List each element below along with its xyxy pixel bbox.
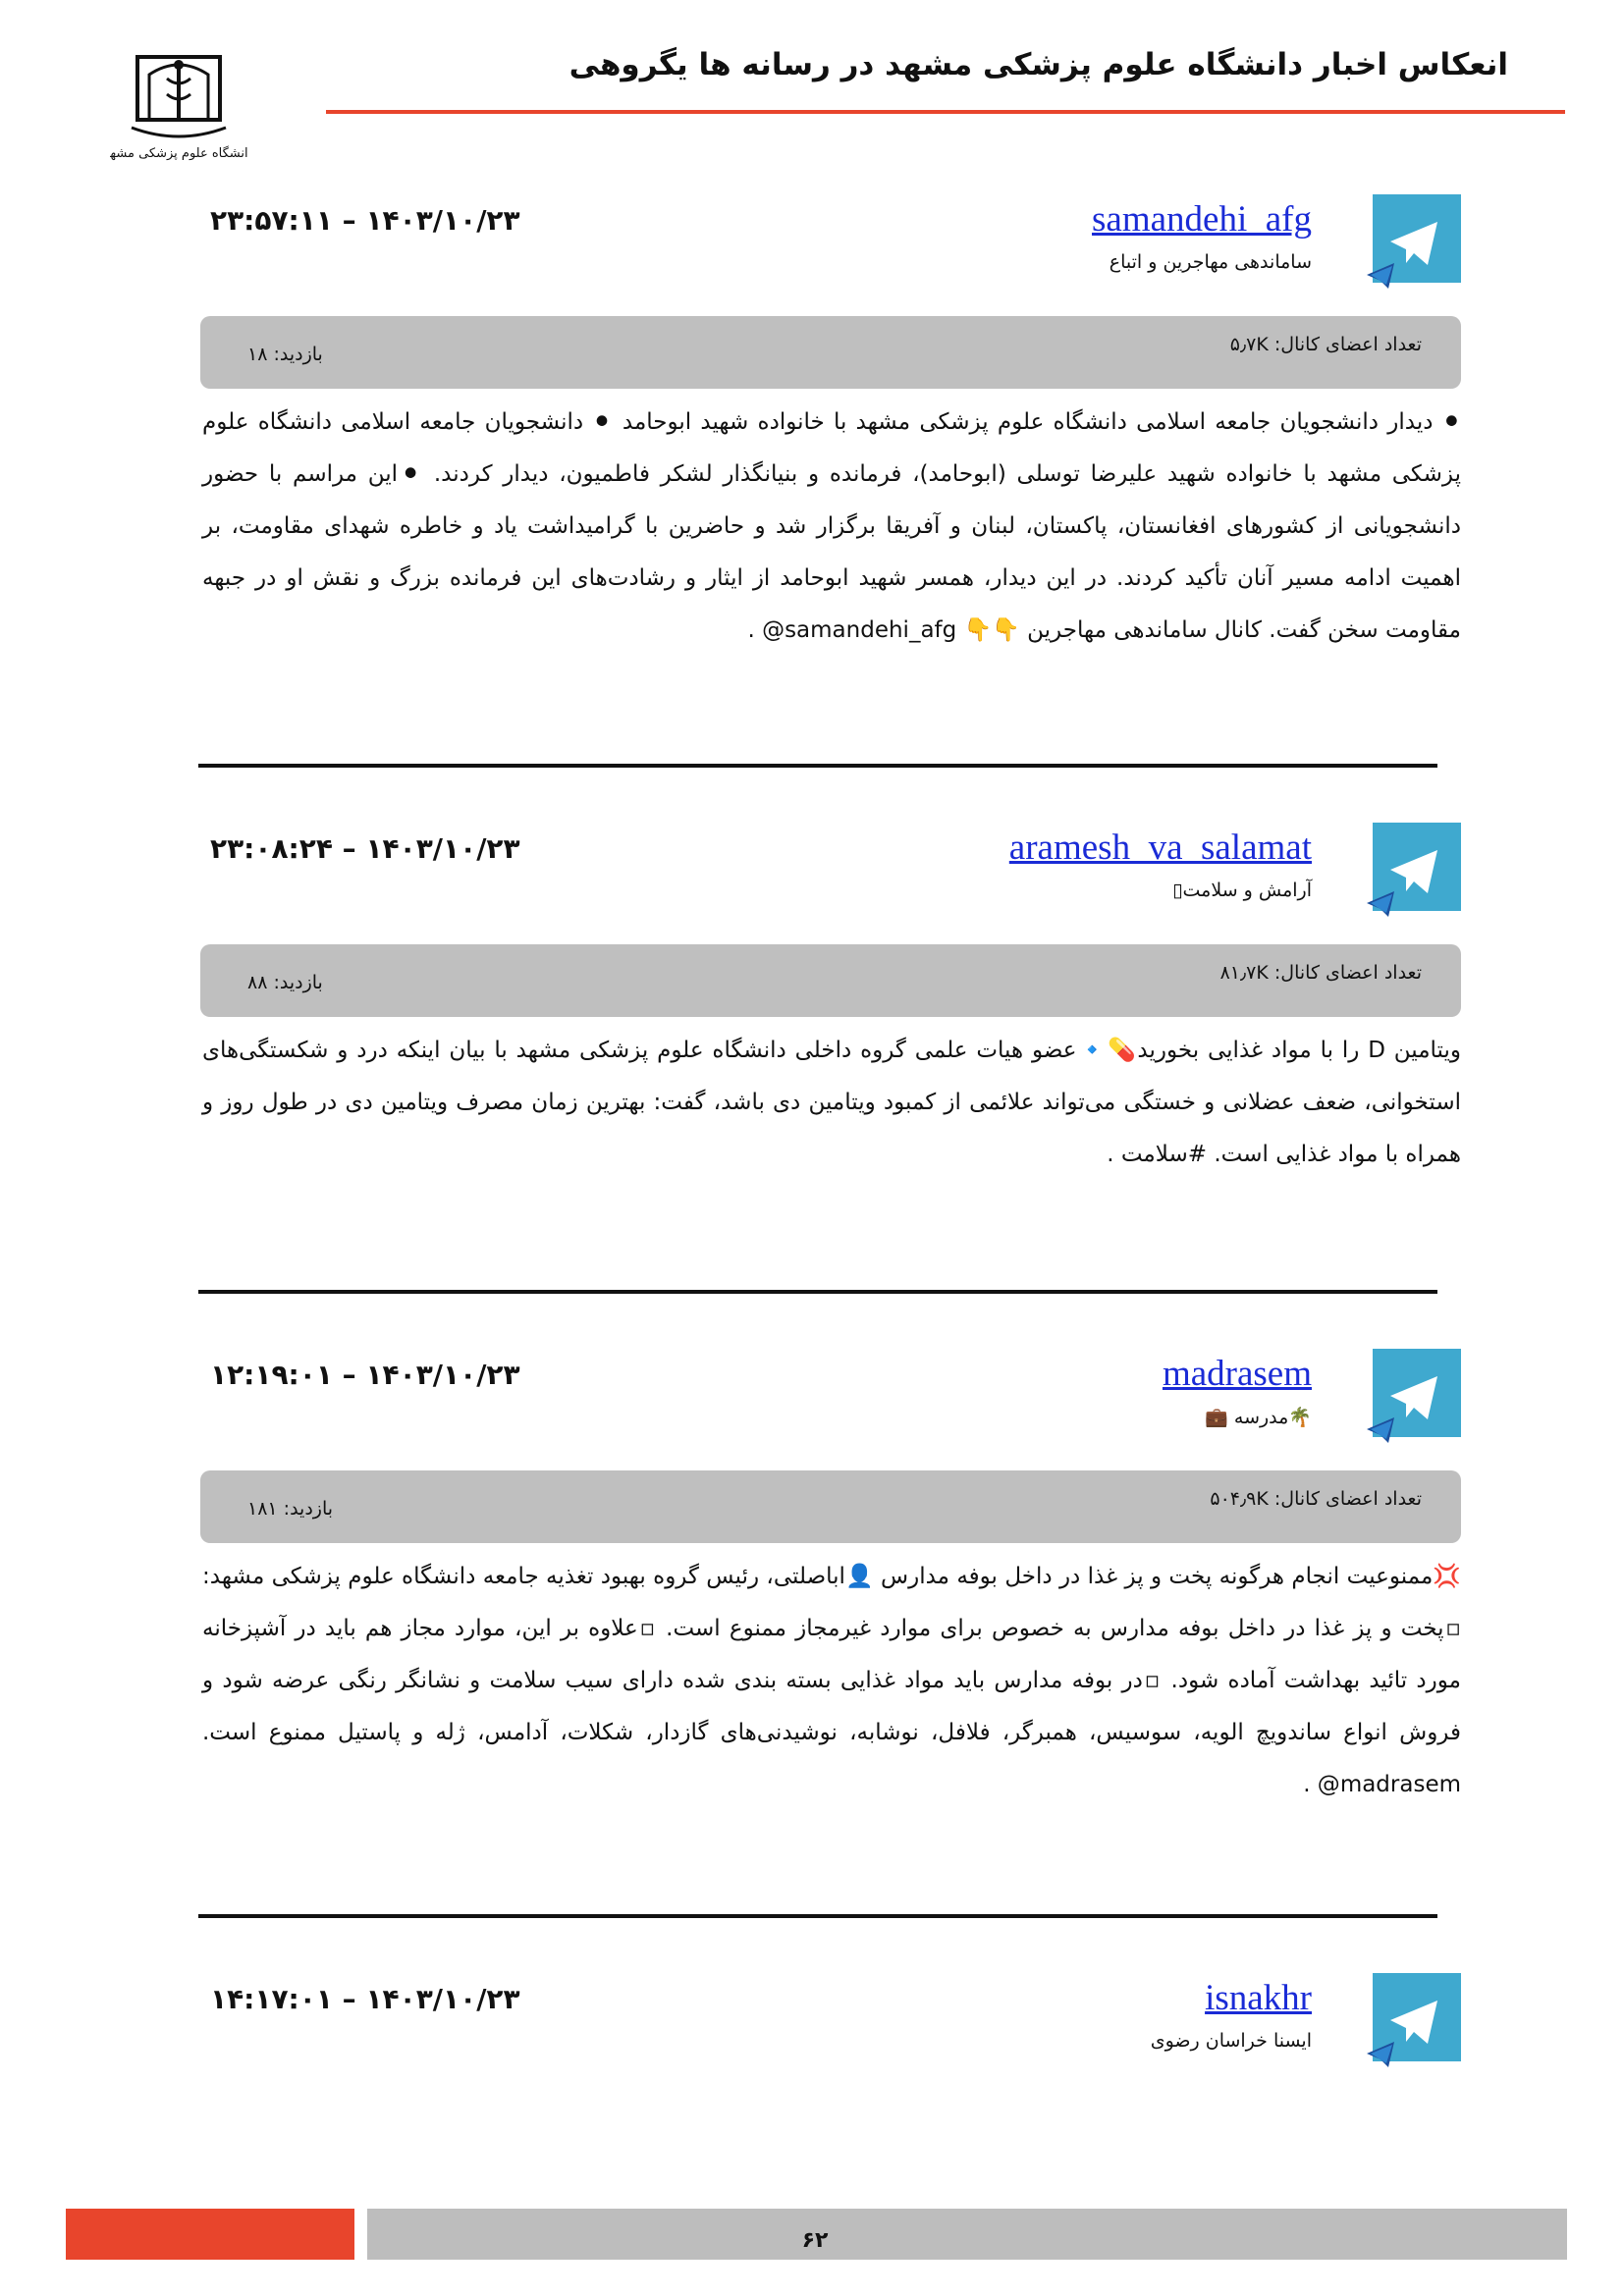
post-text: 💢ممنوعیت انجام هرگونه پخت و پز غذا در داخل بوفه مدارس 👤اباصلتی، رئیس گروه بهبود تغذیه جامعه دانشگاه علوم پزشکی مشهد: ▫پخت و پز غذا در داخل بوفه مدارس به خصوص برای موارد غیرمجاز ممنوع است. ▫علاوه بر این، موارد مجاز هم باید در آشپزخانه مورد تائید بهداشت آماده شود. ▫در بوفه مدارس باید مواد غذایی بسته بندی شده دارای سیب سلامت و نشانگر رنگی عرضه شود و فروش انواع ساندویچ الویه، سوسیس، همبرگر، فلافل، نوشابه، نوشیدنی‌های گازدار، شکلات، آدامس، ژله و پاستیل ممنوع است. madrasem@ . [202,1564,1461,1797]
channel-link[interactable]: madrasem [1162,1354,1312,1394]
stats-bar [200,944,1461,1017]
post-datetime: ۱۴۰۳/۱۰/۲۳ – ۱۲:۱۹:۰۱ [210,1359,520,1391]
channel-link[interactable]: aramesh_va_salamat [1008,828,1312,868]
channel-description: 🌴مدرسه 💼 [1205,1407,1312,1428]
svg-text:دانشگاه علوم پزشکی مشهد: دانشگاه علوم پزشکی مشهد [110,146,247,161]
channel-link[interactable]: samandehi_afg [1092,199,1312,240]
post-datetime: ۱۴۰۳/۱۰/۲۳ – ۲۳:۰۸:۲۴ [210,832,520,865]
post-datetime: ۱۴۰۳/۱۰/۲۳ – ۲۳:۵۷:۱۱ [210,204,520,237]
member-count: تعداد اعضای کانال: ۵۰۴٫۹K [1210,1488,1422,1510]
stats-bar [200,1470,1461,1543]
member-count: تعداد اعضای کانال: ۸۱٫۷K [1219,962,1422,984]
footer-accent-bar [66,2209,354,2260]
view-count: بازدید: ۱۸۱ [247,1498,334,1520]
channel-description: ساماندهی مهاجرین و اتباع [1109,251,1312,273]
header-divider [326,110,1565,114]
telegram-icon [1367,194,1461,289]
post-divider [198,764,1437,768]
stats-bar [200,316,1461,389]
post-text: ⚫ دیدار دانشجویان جامعه اسلامی دانشگاه علوم پزشکی مشهد با خانواده شهید ابوحامد ⚫ دانشجویان جامعه اسلامی دانشگاه علوم پزشکی مشهد با خانواده شهید علیرضا توسلی (ابوحامد)، فرمانده و بنیانگذار لشکر فاطمیون، دیدار کردند. ⚫این مراسم با حضور دانشجویانی از کشورهای افغانستان، پاکستان، لبنان و آفریقا برگزار شد و حاضرین با گرامیداشت یاد و خاطره شهدای مقاومت، بر اهمیت ادامه مسیر آنان تأکید کردند. در این دیدار، همسر شهید ابوحامد از ایثار و رشادت‌های این فرمانده بزرگ و نقش او در جبهه مقاومت سخن گفت. کانال ساماندهی مهاجرین 👇👇 samandehi_afg@ . [202,409,1461,643]
view-count: بازدید: ۱۸ [247,344,323,365]
telegram-icon [1367,1973,1461,2067]
channel-link[interactable]: isnakhr [1205,1978,1312,2018]
view-count: بازدید: ۸۸ [247,972,323,993]
page-number: ۶۲ [801,2228,829,2253]
post-divider [198,1290,1437,1294]
university-logo [110,35,247,163]
post-text: ویتامین D را با مواد غذایی بخورید💊🔹عضو هیات علمی گروه داخلی دانشگاه علوم پزشکی مشهد با بیان اینکه درد و شکستگی‌های استخوانی، ضعف عضلانی و خستگی می‌تواند علائمی از کمبود ویتامین دی باشد، گفت: بهترین زمان مصرف ویتامین دی در طول روز و همراه با مواد غذایی است. #سلامت . [202,1038,1461,1167]
footer-bar [367,2209,1567,2260]
member-count: تعداد اعضای کانال: ۵٫۷K [1229,334,1422,355]
post-datetime: ۱۴۰۳/۱۰/۲۳ – ۱۴:۱۷:۰۱ [210,1983,520,2015]
telegram-icon [1367,1349,1461,1443]
post-divider [198,1914,1437,1918]
page-header-title: انعکاس اخبار دانشگاه علوم پزشکی مشهد در رسانه ها یگروهی [568,47,1508,82]
channel-description: ایسنا خراسان رضوی [1150,2030,1312,2052]
channel-description: آرامش و سلامت▯ [1172,880,1312,901]
telegram-icon [1367,823,1461,917]
